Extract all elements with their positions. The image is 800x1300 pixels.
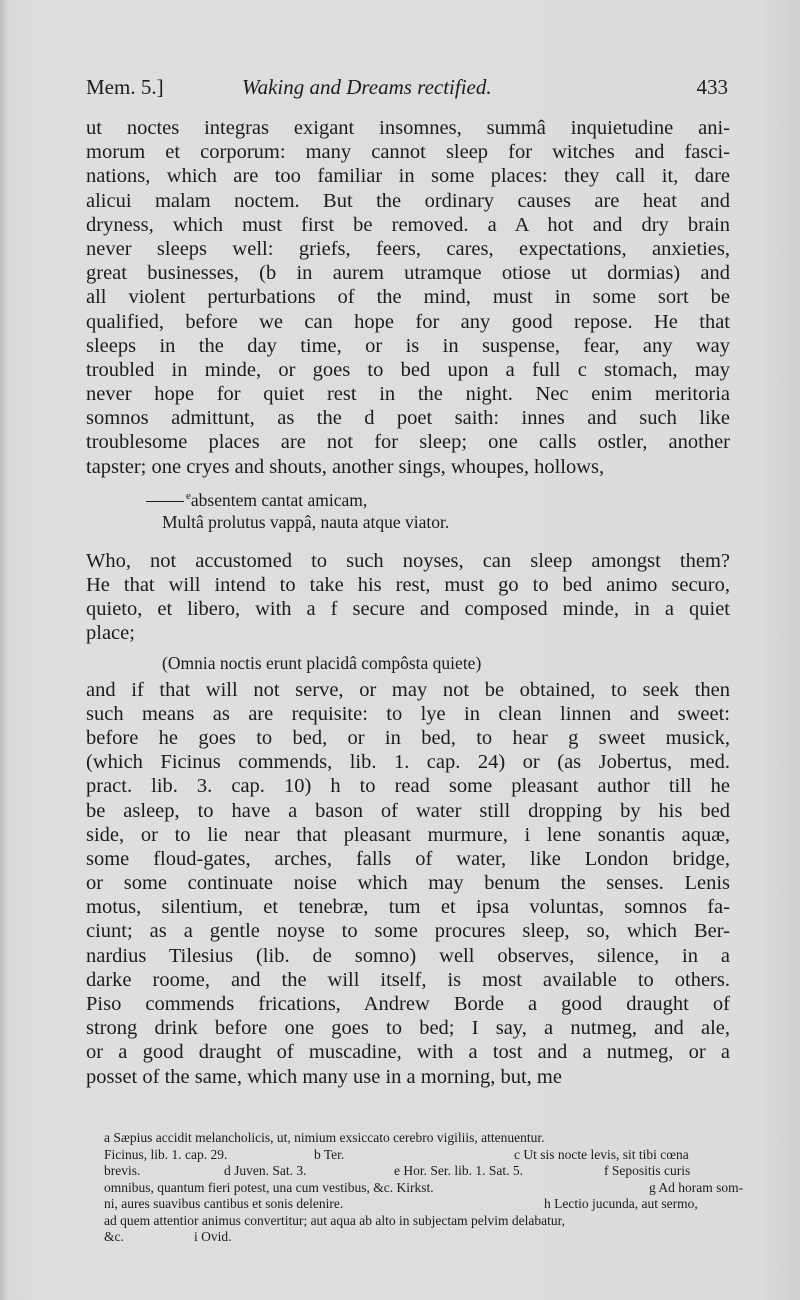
paragraph-1 [86,116,730,479]
footnote-f: f Sepositis curis [604,1163,691,1178]
verse-quote-line: Multâ prolutus vappâ, nauta atque viator. [162,511,450,532]
text-line: never hope for quiet rest in the night. Nec enim meritoria [86,383,730,406]
text-line: troubled in minde, or goes to bed upon a full c stomach, may [86,358,730,381]
dash-rule [146,501,184,502]
page-number: 433 [696,75,728,99]
text-line: never sleeps well: griefs, feers, cares, expectations, anxieties, [86,237,730,260]
footnote-c: c Ut sis nocte levis, sit tibi cœna [514,1146,689,1162]
text-line: ciunt; as a gentle noyse to some procures sleep, so, which Ber- [86,920,730,943]
footnote-line [104,1130,780,1147]
running-title: Waking and Dreams rectified. [242,75,492,99]
text-line: posset of the same, which many use in a morning, but, me [86,1065,562,1088]
text-line: some floud-gates, arches, falls of water, like London bridge, [86,847,730,870]
footnote-b: b Ter. [314,1146,345,1162]
text-line: somnos admittunt, as the d poet saith: innes and such like [86,407,730,430]
footnote-line: omnibus, quantum fieri potest, una cum vestibus, &c. Kirkst. g Ad horam som- [104,1179,744,1195]
text-line: nardius Tilesius (lib. de somno) well observes, silence, in a [86,944,730,967]
footnote-marker: e [186,489,191,502]
paragraph-2 [86,549,730,646]
text-line: morum et corporum: many cannot sleep for witches and fasci- [86,141,730,164]
footnote-a: a Sæpius accidit melancholicis, ut, nimium exsiccato cerebro vigiliis, attenuentur. [104,1130,545,1145]
text-line: He that will intend to take his rest, must go to bed animo securo, [86,574,730,596]
verse-quote-line: (Omnia noctis erunt placidâ compôsta quiete) [162,652,482,673]
text-line: or a good draught of muscadine, with a tost and a nutmeg, or a [86,1041,730,1064]
text-line: side, or to lie near that pleasant murmure, i lene sonantis aquæ, [86,823,730,846]
text-line: motus, silentium, et tenebræ, tum et ipsa voluntas, somnos fa- [86,896,730,919]
text-line: or some continuate noise which may benum the senses. Lenis [86,872,730,895]
text-line: dryness, which must first be removed. a A hot and dry brain [86,213,730,236]
text-line: quieto, et libero, with a f secure and composed minde, in a quiet [86,598,730,621]
text-line: all violent perturbations of the mind, must in some sort be [86,286,730,309]
text-line: nations, which are too familiar in some places: they call it, dare [86,165,730,188]
footnote-line: ni, aures suavibus cantibus et sonis delenire. h Lectio jucunda, aut sermo, [104,1196,698,1211]
text-line: Piso commends frications, Andrew Borde a good draught of [86,993,730,1015]
verse-quote-line: $^e$absentem cantat amicam, [146,489,730,511]
text-line: sleeps in the day time, or is in suspense, fear, any way [86,334,730,357]
text-line: alicui malam noctem. But the ordinary causes are heat and [86,189,730,212]
footnote-line: &c. i Ovid. [104,1229,232,1244]
text-line: troublesome places are not for sleep; one calls ostler, another [86,431,730,454]
footnote-e: e Hor. Ser. lib. 1. Sat. 5. [394,1163,523,1178]
text-line: (which Ficinus commends, lib. 1. cap. 24) or (as Jobertus, med. [86,751,730,774]
text-line: and if that will not serve, or may not be obtained, to seek then [86,678,730,701]
text-line: tapster; one cryes and shouts, another sings, whoupes, hollows, [86,455,605,478]
text-line: before he goes to bed, or in bed, to hear g sweet musick, [86,726,730,749]
text-line: darke roome, and the will itself, is most available to others. [86,968,730,991]
footnote-d: d Juven. Sat. 3. [224,1163,307,1178]
footnotes [104,1130,780,1246]
main-text [86,116,730,1089]
text-line: qualified, before we can hope for any good repose. He that [86,310,730,333]
footnote-h: h Lectio jucunda, aut sermo, [544,1196,698,1211]
text-line: Who, not accustomed to such noyses, can sleep amongst them? [86,549,730,572]
text-line: such means as are requisite: to lye in clean linnen and sweet: [86,702,730,725]
text-line: ut noctes integras exigant insomnes, summâ inquietudine ani- [86,117,730,139]
paragraph-3 [86,678,730,1089]
text-line: strong drink before one goes to bed; I say, a nutmeg, and ale, [86,1017,730,1040]
footnote-line: ad quem attentior animus convertitur; aut aqua ab alto in subjectam pelvim delabatur, [104,1212,565,1228]
text-line: be asleep, to have a bason of water still dropping by his bed [86,799,730,822]
text-line: great businesses, (b in aurem utramque otiose ut dormias) and [86,262,730,285]
footnote-line: brevis. d Juven. Sat. 3. e Hor. Ser. lib. 1. Sat. 5. f Sepositis curis [104,1163,691,1178]
footnote-line: Ficinus, lib. 1. cap. 29. b Ter. c Ut sis nocte levis, sit tibi cœna [104,1146,689,1162]
text-line: pract. lib. 3. cap. 10) h to read some pleasant author till he [86,775,730,798]
text-line: place; [86,622,135,645]
running-header [86,72,728,102]
section-reference: Mem. 5.] [86,75,164,99]
footnote-i: i Ovid. [194,1229,232,1244]
footnote-g: g Ad horam som- [649,1179,744,1195]
